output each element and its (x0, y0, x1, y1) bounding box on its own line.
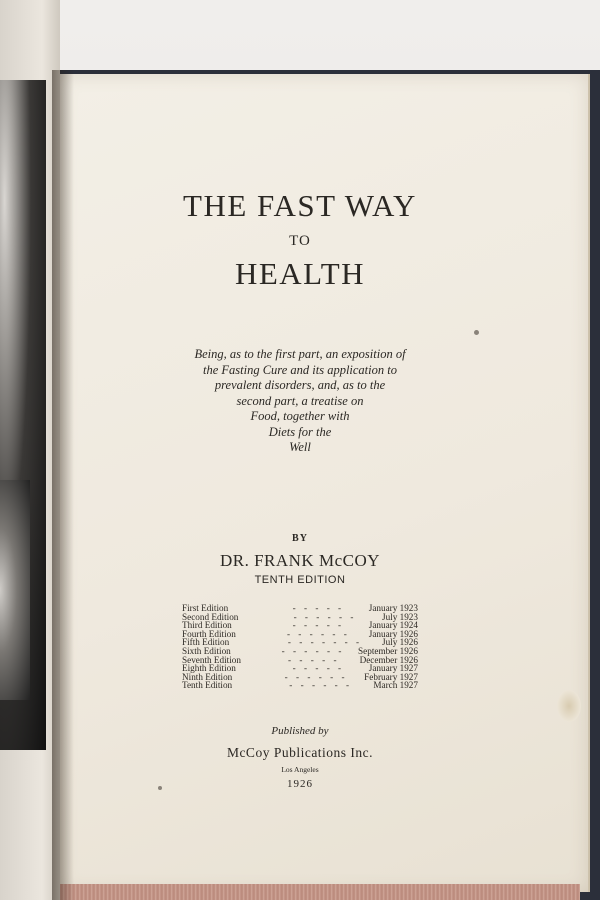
edition-dashes: - - - - - - (281, 646, 345, 656)
edition-date: July 1926 (382, 637, 418, 648)
subtitle-line: second part, a treatise on (236, 393, 364, 408)
edition-date: February 1927 (364, 671, 418, 682)
edition-date: September 1926 (358, 645, 418, 656)
edition-dashes: - - - - - (288, 655, 340, 665)
subtitle-line: Diets for the (268, 424, 332, 439)
edition-name: Fifth Edition (182, 637, 230, 648)
edition-date: January 1923 (368, 603, 418, 613)
book-title-line1: THE FAST WAY (183, 188, 417, 223)
edition-name: Seventh Edition (182, 654, 241, 665)
publication-year: 1926 (287, 778, 313, 790)
edition-dashes: - - - - - (292, 621, 345, 630)
publisher-name: McCoy Publications Inc. (226, 745, 374, 760)
subtitle (150, 347, 450, 456)
edition-date: January 1926 (368, 628, 418, 639)
subtitle-line: Well (289, 440, 311, 454)
edition-label: TENTH EDITION (254, 574, 346, 586)
author-portrait-lower (0, 480, 30, 700)
page-stain (557, 690, 581, 722)
author-name: DR. FRANK McCOY (219, 551, 381, 570)
edition-name: First Edition (182, 603, 229, 613)
subtitle-line: prevalent disorders, and, as to the (214, 378, 386, 392)
subtitle-line: Being, as to the first part, an exposition of (194, 347, 406, 361)
edition-dashes: - - - - - - - (287, 638, 363, 647)
edition-date: March 1927 (373, 680, 418, 691)
cloth-edge (60, 884, 580, 900)
edition-dashes: - - - - - (292, 604, 345, 613)
book-title-to: TO (289, 233, 311, 249)
page-speck (474, 330, 479, 335)
edition-name: Fourth Edition (182, 628, 236, 639)
edition-list (182, 604, 418, 690)
edition-date: July 1923 (382, 611, 418, 622)
edition-name: Ninth Edition (182, 671, 233, 682)
edition-name: Third Edition (182, 620, 232, 631)
edition-date: December 1926 (359, 654, 418, 665)
edition-dashes: - - - - - - (286, 629, 350, 639)
subtitle-line: Food, together with (250, 409, 350, 423)
edition-dashes: - - - - - - (293, 612, 357, 622)
edition-name: Tenth Edition (182, 680, 233, 691)
subtitle-line: the Fasting Cure and its application to (203, 362, 397, 377)
edition-dashes: - - - - - (292, 664, 345, 673)
edition-name: Eighth Edition (182, 663, 236, 674)
publisher-city: Los Angeles (281, 765, 319, 774)
edition-date: January 1924 (368, 620, 418, 631)
edition-dashes: - - - - - - (289, 681, 353, 690)
edition-date: January 1927 (368, 663, 418, 674)
book-title-line2: HEALTH (234, 256, 366, 291)
edition-name: Sixth Edition (182, 645, 231, 656)
edition-name: Second Edition (182, 611, 239, 622)
by-label: BY (292, 533, 308, 544)
edition-row (182, 681, 418, 690)
published-by-label: Published by (271, 725, 329, 737)
edition-dashes: - - - - - - (284, 672, 348, 682)
